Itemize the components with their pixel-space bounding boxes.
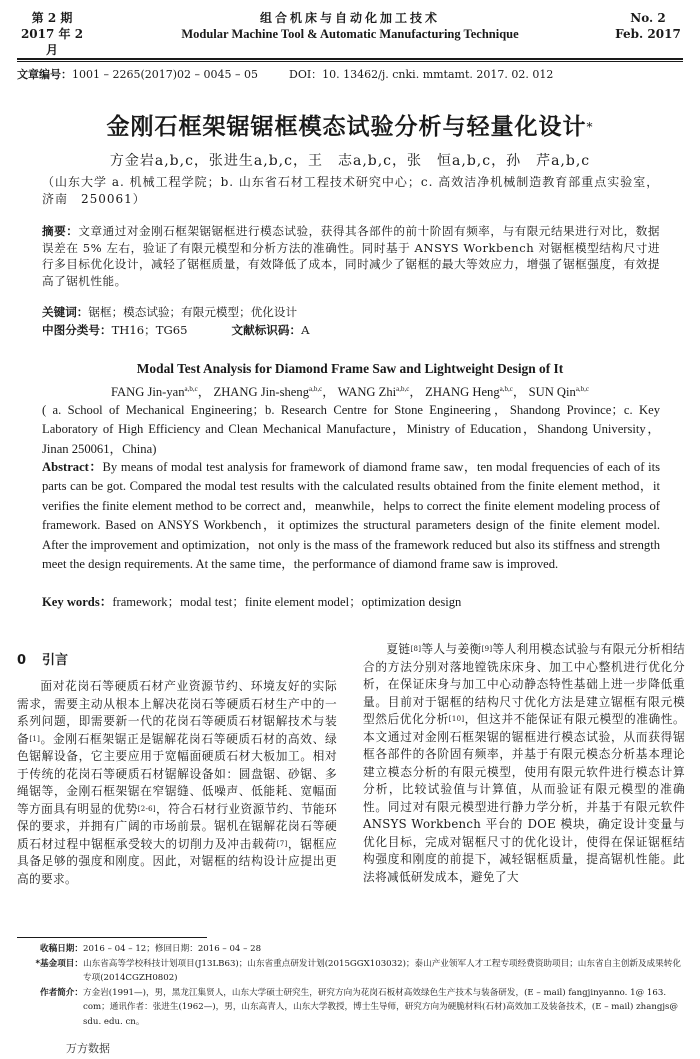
section-title: 引言 [42,653,69,668]
issue-en-block [613,10,683,42]
article-meta [17,68,554,82]
abstract-en [42,458,660,574]
citation: [1] [29,734,41,743]
abstract-cn [42,223,660,289]
author-en-sep: ， [322,385,335,400]
footnotes [17,942,685,1029]
text-run: 等人利用模态试验与有限元分析相结合的方法分别对落地镗铣床床身、加工中心整机进行优化分析，在保证床身与加工中心动静态特性基础上进一步降低重量。目前对于锯框的结构尺寸优化方法是建立锯框有限元模型然后优化分析 [363,642,685,726]
text-run: ，锯框应具备足够的强度和刚度。因此，对锯框的结构设计应提出更高的要求。 [17,836,337,886]
footnote-author-bio [17,986,685,1030]
doc-code-label: 文献标识码： [231,323,302,337]
clc-value: TH16；TG65 [111,323,188,337]
issue-en: No. 2 [630,11,666,25]
author-en-aff: a,b,c [396,385,410,393]
footnote-label: 作者简介： [40,987,83,998]
affiliation-cn: （山东大学 a. 机械工程学院；b. 山东省石材工程技术研究中心；c. 高效洁净机械制造教育部重点实验室，济南 250061） [42,175,660,206]
title-cn [0,112,700,142]
text-run: 夏链 [386,642,411,656]
title-footnote-mark: * [586,120,594,134]
citation: [2-6] [137,804,156,813]
author-en-aff: a,b,c [499,385,513,393]
author-en-aff: a,b,c [575,385,590,393]
date-cn: 2017 年 2 月 [20,27,84,57]
abstract-en-label: Abstract： [42,460,103,474]
citation: [9] [481,645,493,653]
footnote-text: 方金岩(1991—)，男，黑龙江集贤人，山东大学硕士研究生，研究方向为花岗石板材高效绿色生产技术与装备研发，(E – mail) fangjinyanno. 1@ 163. com；通讯作者：张进生(1962—)，男，山东高青人，山东大学教授，博士生导师，研究方向为硬脆材料(石材)高效加工及装备技术，(E – mail) zhangjs@ sdu. edu. cn。 [83,987,679,1027]
journal-name-block [137,10,563,42]
author-en-sep: ， [512,385,526,400]
article-no-label: 文章编号： [17,68,72,81]
author-en [338,385,422,399]
citation: [10] [448,715,465,723]
author-en-sep: ， [197,385,211,400]
body-column-right [363,641,685,886]
author-en-aff: a,b,c [184,385,198,393]
intro-paragraph-right [363,641,685,886]
author-en [111,385,210,399]
doc-code-value: A [301,323,310,337]
author-en-name: WANG Zhi [337,385,397,400]
header-rule [17,58,683,62]
clc-label: 中图分类号： [42,323,112,337]
title-cn-text: 金刚石框架锯锯框模态试验分析与轻量化设计 [106,113,587,140]
keywords-en [42,594,660,610]
authors-en [0,381,700,400]
title-en: Modal Test Analysis for Diamond Frame Saw and Lightweight Design of It [136,361,564,376]
issue-cn: 第 2 期 [31,11,73,25]
footnote-text: 山东省高等学校科技计划项目(J13LB63)；山东省重点研发计划(2015GGX103032)；泰山产业领军人才工程专项经费资助项目；山东省自主创新及成果转化专项(2014CGZH0802) [83,958,681,983]
doi: DOI：10. 13462/j. cnki. mmtamt. 2017. 02. 012 [289,68,554,81]
keywords-en-label: Key words： [42,595,113,609]
journal-name-en: Modular Machine Tool & Automatic Manufacturing Technique [181,27,519,41]
text-run: 面对花岗石等硬质石材产业资源节约、环境友好的实际需求，需要主动从根本上解决花岗石等硬质石材生产中的一系列问题，即需要新一代的花岗石等硬质石材锯解技术与装备 [17,679,337,746]
intro-paragraph-left [17,678,337,888]
footnote-label: *基金项目： [35,958,83,969]
abstract-cn-label: 摘要： [42,224,79,238]
footnote-funding [17,957,685,986]
affiliation-en: ( a. School of Mechanical Engineering；b. Research Centre for Stone Engineering，Shandong Province；c. Key Laboratory of High Efficiency and Clean Mechanical Manufacture，Ministry of Education，Shandong University，Jinan 250061，China) [42,403,660,456]
footnote-text: 2016 – 04 – 12；修回日期：2016 – 04 – 28 [83,944,262,954]
issue-cn-block [17,10,87,58]
text-run: 。金刚石框架锯正是锯解花岗石等硬质石材的高效、绿色锯解设备，它主要应用于宽幅面硬质石材大板加工。相对于传统的花岗石等硬质石材锯解设备如：圆盘锯、砂锯、多绳锯等，金刚石框架锯在窄锯缝、低噪声、低能耗、宽幅面等方面具有明显的优势 [17,731,337,816]
author-en [214,385,335,399]
authors-cn: 方金岩a,b,c，张进生a,b,c，王 志a,b,c，张 恒a,b,c，孙 芹a,b,c [109,153,591,169]
footnote-label: 收稿日期： [40,944,83,954]
keywords-en-text: framework；modal test；finite element model；optimization design [112,595,462,609]
footnote-rule [17,937,207,938]
journal-name-cn: 组合机床与自动化加工技术 [259,11,440,25]
journal-header [17,10,683,57]
keywords-cn [42,304,660,320]
author-en-name: ZHANG Jin-sheng [213,385,309,400]
section-number: 0 [17,653,27,668]
section-heading [17,652,337,670]
citation: [7] [276,839,288,848]
keywords-cn-label: 关键词： [42,305,89,319]
author-en-aff: a,b,c [309,385,323,393]
keywords-cn-text: 锯框；模态试验；有限元模型；优化设计 [88,305,298,319]
text-run: ，但这并不能保证有限元模型的准确性。本文通过对金刚石框架锯的锯框进行模态试验，从而获得锯框各部件的各阶固有频率，并基于有限元模态分析基本理论建立模态分析的有限元模型，使用有限元软件进行模态计算分析，比较试验值与计算值，从而验证有限元模型的准确性。同过对有限元模型进行静力学分析，并基于有限元软件 ANSYS Workbench 平台的 DOE 模块，确定设计变量与优化目标，完成对锯框尺寸的优化设计，使得在保证锯框结构强度和刚度的前提下，减轻锯框质量，提高锯机性能。此法将减低研发成本，避免了大 [363,712,685,884]
article-no: 1001 – 2265(2017)02 – 0045 – 05 [72,68,259,81]
abstract-en-text: By means of modal test analysis for framework of diamond frame saw，ten modal frequencies of each of its parts can be got. Compared the modal test results with the calculated results obtained from the finite element method，it verifies the finite element method to be correct and，meanwhile，helps to correct the finite element modeling process of framework. Based on ANSYS Workbench，it optimizes the structural parameters design of the finite element model. After the improvement and optimization，not only is the mass of the framework reduced but also its stiffness and strength meet the design requirements. At the same time，the performance of diamond frame saw is improved. [42,460,660,572]
classification [42,322,309,338]
citation: [8] [410,645,422,653]
author-en-sep: ， [409,385,422,400]
author-en [529,385,589,399]
footnote-received [17,942,685,957]
author-en-name: ZHANG Heng [425,385,500,400]
wanfang-watermark: 万方数据 [66,1042,110,1055]
author-en [425,385,525,399]
author-en-name: SUN Qin [528,385,576,400]
abstract-cn-text: 文章通过对金刚石框架锯锯框进行模态试验，获得其各部件的前十阶固有频率，与有限元结果进行对比，数据误差在 5% 左右，验证了有限元模型和分析方法的准确性。同时基于 ANSYS Workbench 对锯框模型结构尺寸进行多目标优化设计，减轻了锯框质量，有效降低了成本，同时减少了锯框的最大等效应力，增强了锯框强度，有效提高了锯机性能。 [42,224,660,288]
body-column-left [17,652,337,888]
text-run: ，符合石材行业资源节约、节能环保的要求，并拥有广阔的市场前景。锯机在锯解花岗石等硬质石材过程中锯框承受较大的切削力及冲击载荷 [17,801,337,851]
date-en: Feb. 2017 [615,27,681,41]
author-en-name: FANG Jin-yan [110,385,185,400]
text-run: 等人与姜衡 [421,642,482,656]
